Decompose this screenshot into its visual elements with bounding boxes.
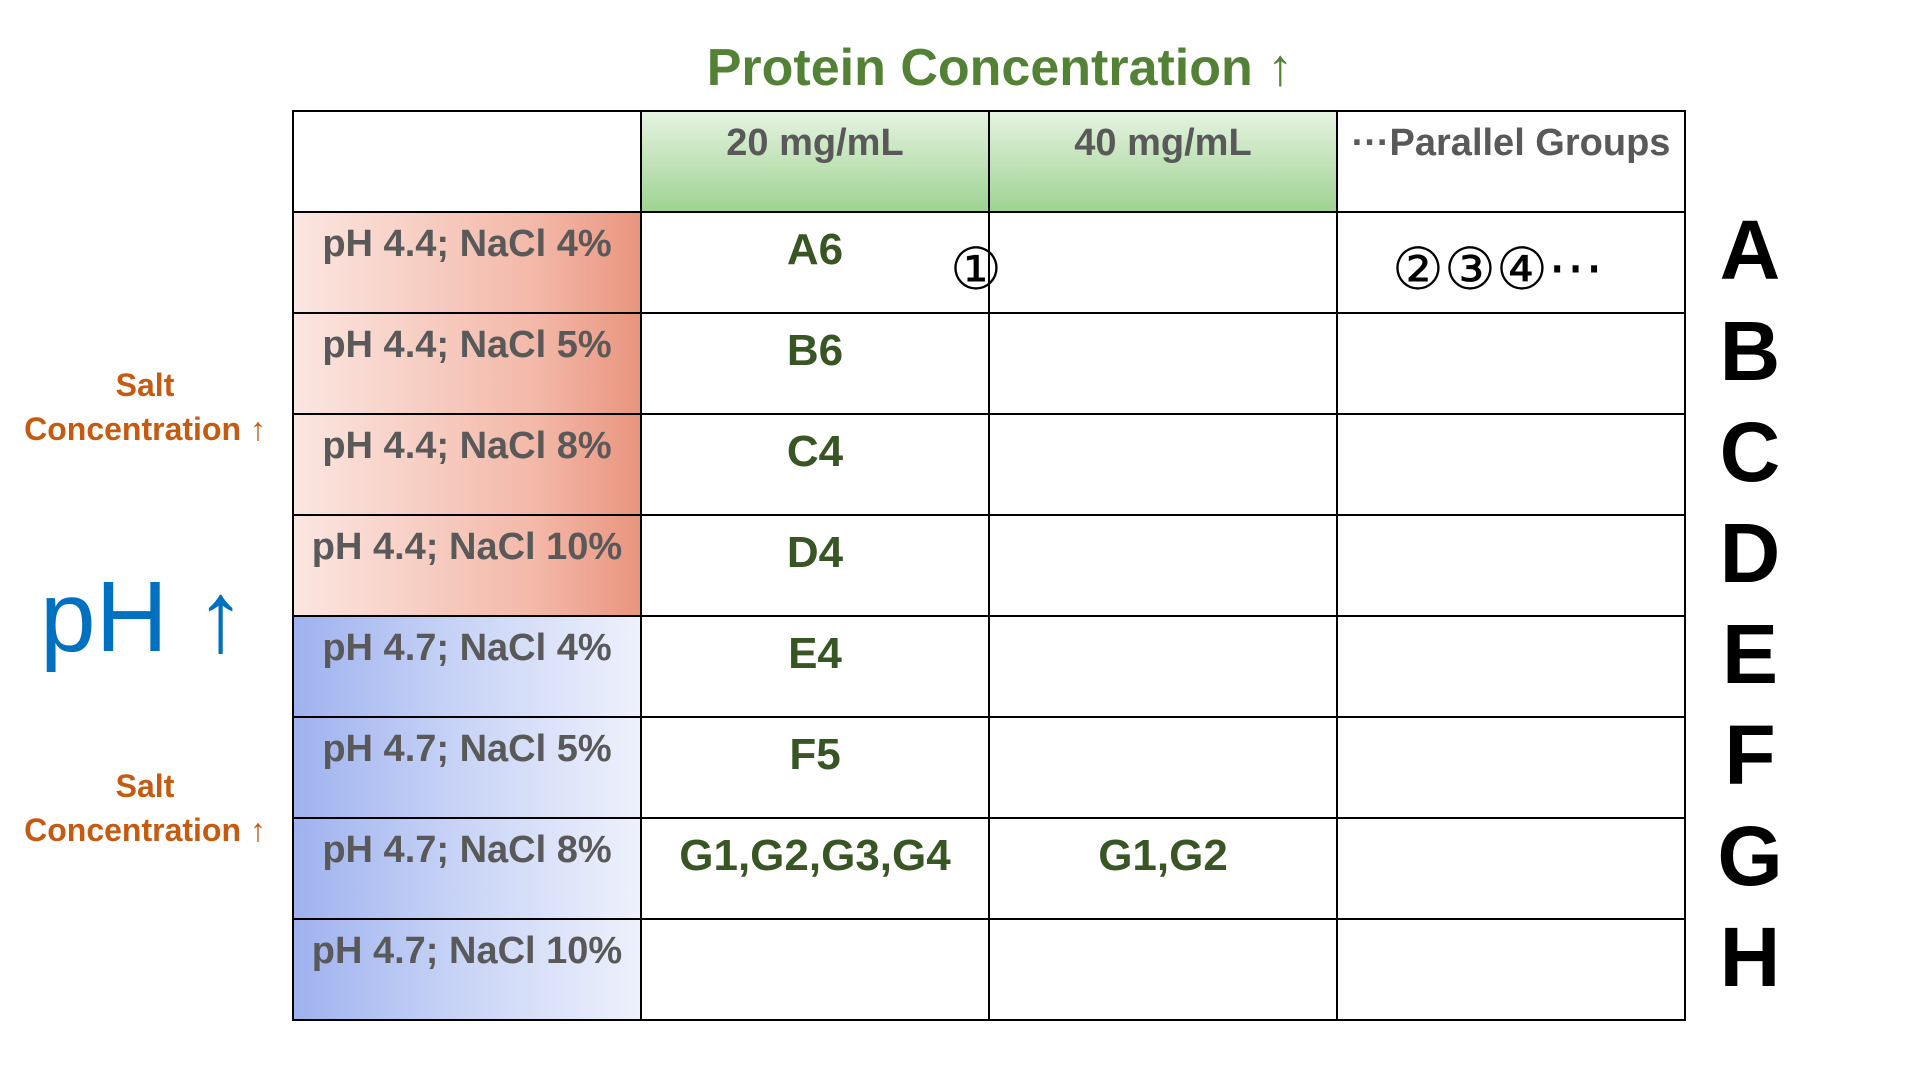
- table-cell: [1338, 718, 1686, 819]
- row-condition: pH 4.7; NaCl 8%: [294, 819, 642, 920]
- row-condition: pH 4.7; NaCl 5%: [294, 718, 642, 819]
- table-cell: [642, 920, 990, 1021]
- group-marker-first: ①: [950, 235, 1002, 303]
- row-letter: E: [1721, 607, 1779, 701]
- table-cell: [1338, 314, 1686, 415]
- table-cell: [990, 516, 1338, 617]
- group-marker-others: ②③④···: [1392, 235, 1604, 303]
- table-cell: G1,G2: [990, 819, 1338, 920]
- row-letter: A: [1719, 203, 1781, 297]
- table-cell: E4: [642, 617, 990, 718]
- table-cell: [1338, 415, 1686, 516]
- table-cell: [1338, 819, 1686, 920]
- ph-axis-label: pH ↑: [40, 561, 246, 673]
- table-cell: A6: [642, 213, 990, 314]
- row-condition: pH 4.4; NaCl 8%: [294, 415, 642, 516]
- row-letter: G: [1717, 809, 1783, 903]
- salt-axis-label-upper: [10, 363, 280, 451]
- table-cell: [990, 213, 1338, 314]
- row-letter: B: [1719, 304, 1781, 398]
- table-cell: [990, 920, 1338, 1021]
- row-condition: pH 4.7; NaCl 10%: [294, 920, 642, 1021]
- column-header-parallel: ···Parallel Groups: [1338, 112, 1686, 213]
- column-header-40: 40 mg/mL: [990, 112, 1338, 213]
- salt-axis-label-lower: [10, 764, 280, 852]
- diagram-title: Protein Concentration ↑: [706, 39, 1294, 97]
- table-cell: F5: [642, 718, 990, 819]
- table-cell: [990, 314, 1338, 415]
- table-cell: D4: [642, 516, 990, 617]
- salt-axis-line2: Concentration ↑: [24, 812, 266, 848]
- table-cell: [1338, 920, 1686, 1021]
- salt-axis-line1: Salt: [115, 367, 175, 403]
- table-cell: B6: [642, 314, 990, 415]
- row-condition: pH 4.4; NaCl 10%: [294, 516, 642, 617]
- row-condition: pH 4.7; NaCl 4%: [294, 617, 642, 718]
- table-cell: [1338, 516, 1686, 617]
- table-cell: [990, 718, 1338, 819]
- table-cell: [990, 617, 1338, 718]
- row-letter: F: [1724, 708, 1776, 802]
- table-cell: [1338, 617, 1686, 718]
- table-cell: C4: [642, 415, 990, 516]
- row-condition: pH 4.4; NaCl 4%: [294, 213, 642, 314]
- row-letter: C: [1719, 405, 1781, 499]
- column-header-20: 20 mg/mL: [642, 112, 990, 213]
- table-cell: [990, 415, 1338, 516]
- row-condition: pH 4.4; NaCl 5%: [294, 314, 642, 415]
- row-letter: H: [1719, 910, 1781, 1004]
- row-letter: D: [1719, 506, 1781, 600]
- table-cell: G1,G2,G3,G4: [642, 819, 990, 920]
- salt-axis-line1: Salt: [115, 768, 175, 804]
- salt-axis-line2: Concentration ↑: [24, 411, 266, 447]
- corner-cell: [294, 112, 642, 213]
